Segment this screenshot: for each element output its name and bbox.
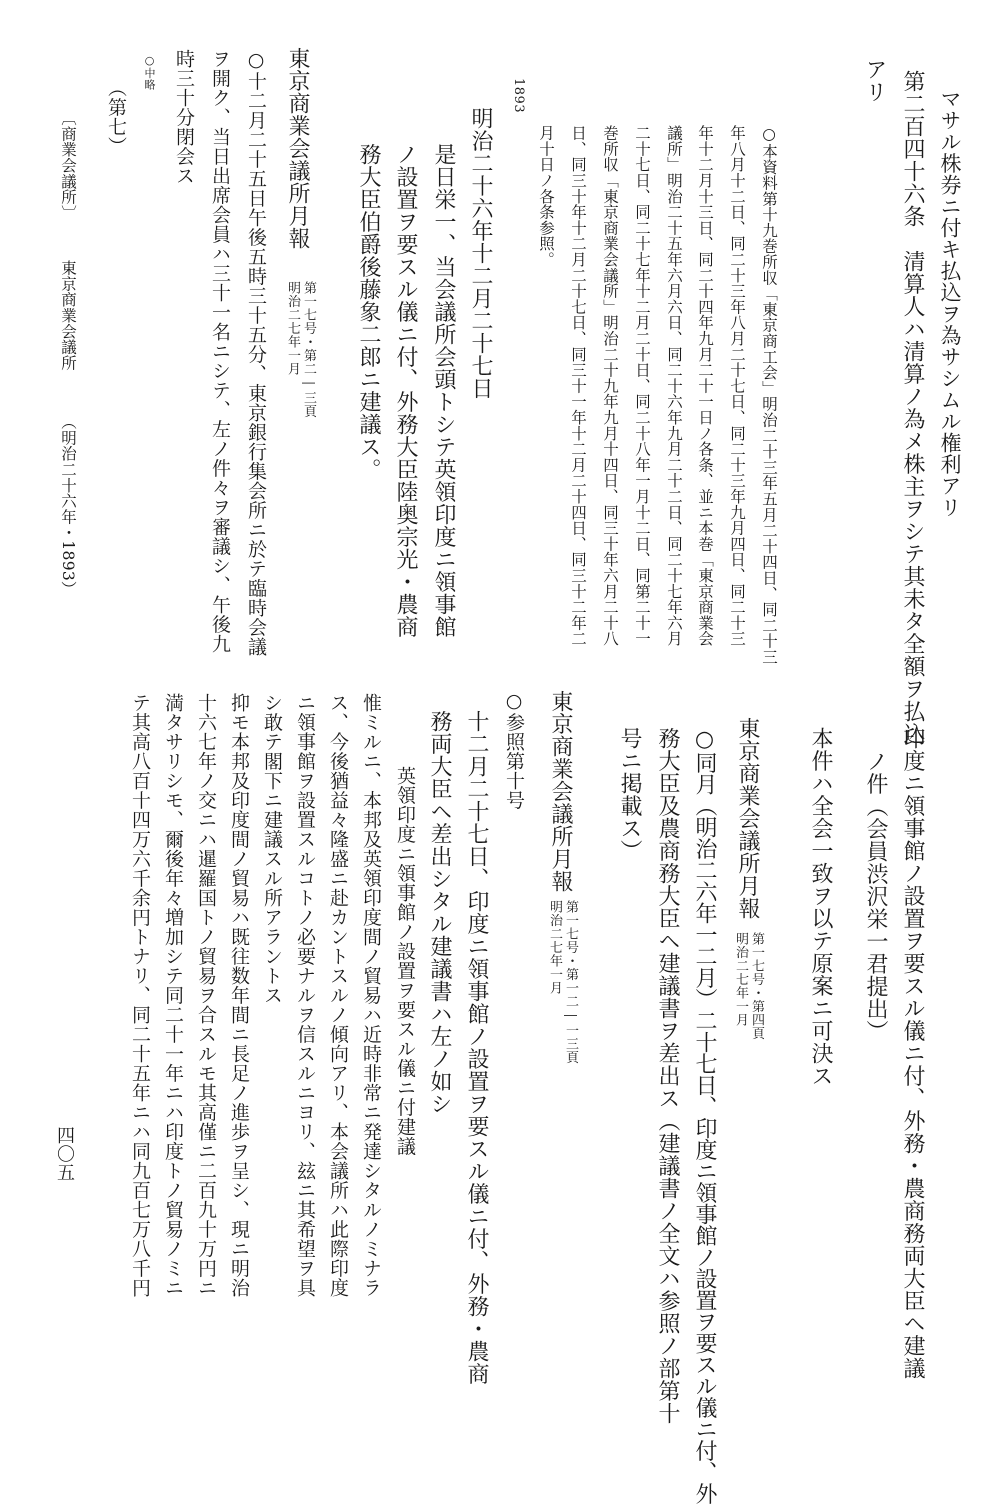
entry-line-1: 是日栄一、当会議所会頭トシテ英領印度ニ領事館 (431, 143, 456, 638)
reference-label: ○参照第十号 (503, 690, 525, 810)
same-month-line-2: 務大臣及農商務大臣ヘ建議書ヲ差出ス（建議書ノ全文ハ参照ノ部第十 (655, 727, 680, 1425)
source-ref-b-date: 明治二七年一月 (547, 900, 562, 995)
source-title: 東京商業会議所月報 (285, 47, 310, 250)
item-line-1: 印度ニ領事館ノ設置ヲ要スル儀ニ付、外務・農商務両大臣ヘ建議 (900, 727, 925, 1380)
source-ref-b-issue: 第一七号・第一二―一三頁 (563, 900, 578, 1064)
note-line-7: 日、同三十年十二月二十七日、同三十一年十二月二十四日、同三十二年二 (569, 125, 587, 647)
source-ref-a-issue: 第一七号・第四頁 (749, 932, 764, 1040)
note-line-2: 年八月十二日、同二十三年八月二十七日、同二十三年九月四日、同二十三 (728, 125, 746, 647)
footer-section: 〔商業会議所〕 (59, 110, 77, 221)
item-seven: （第七） (105, 78, 127, 156)
body-line-4: シ敢テ閣下ニ建議スル所アラントス (261, 693, 283, 1005)
body-line-6: 十六七年ノ交ニハ暹羅国トノ貿易ヲ合スルモ其高僅ニ二百九十万円ニ (195, 693, 217, 1298)
reference-line-1: 十二月二十七日、印度ニ領事館ノ設置ヲ要スル儀ニ付、外務・農商 (464, 710, 489, 1385)
body-line-3: ニ領事館ヲ設置スルコトノ必要ナルヲ信スルニヨリ、玆ニ其希望ヲ具 (294, 693, 316, 1298)
continuation-ari: アリ (862, 58, 887, 103)
meeting-line-1: ○十二月二十五日午後五時三十五分、東京銀行集会所ニ於テ臨時会議 (245, 49, 267, 657)
meeting-line-3: 時三十分閉会ス (173, 49, 195, 186)
note-line-1: ○本資料第十九巻所収「東京商工会」明治二十三年五月二十四日、同二十三 (760, 125, 778, 665)
omitted-marker: ○中略 (143, 54, 156, 91)
reference-line-2: 務両大臣ヘ差出シタル建議書ハ左ノ如シ (427, 710, 452, 1115)
item-line-2: ノ件（会員渋沢栄一君提出） (863, 750, 888, 1043)
footer-org: 東京商業会議所 (59, 260, 77, 371)
body-line-1: 惟ミルニ、本邦及英領印度間ノ貿易ハ近時非常ニ発達シタルノミナラ (360, 693, 382, 1298)
body-line-2: ス、今後猶益々隆盛ニ赴カントスルノ傾向アリ、本会議所ハ此際印度 (327, 693, 349, 1298)
date-heading: 明治二十六年十二月二十七日 (468, 107, 493, 400)
same-month-line-1: ○同月（明治二六年一二月）二十七日、印度ニ領事館ノ設置ヲ要スル儀ニ付、外 (692, 727, 717, 1504)
body-line-8: テ其高八百十四万六千余円トナリ、同二十五年ニハ同九百七万八千円 (129, 693, 151, 1298)
year-marker: 1893 (511, 78, 526, 114)
body-line-5: 抑モ本邦及印度間ノ貿易ハ既往数年間ニ長足ノ進歩ヲ呈シ、現ニ明治 (228, 693, 250, 1298)
proposal-title: 英領印度ニ領事館ノ設置ヲ要スル儀ニ付建議 (394, 766, 416, 1156)
source-title-a: 東京商業会議所月報 (735, 717, 760, 920)
note-line-6: 巻所収「東京商業会議所」明治二十九年九月十四日、同三十年六月二十八 (601, 125, 619, 647)
note-line-8: 月十日ノ各条参照。 (537, 125, 555, 268)
entry-line-2: ノ設置ヲ要スル儀ニ付、外務大臣陸奥宗光・農商 (393, 143, 418, 638)
note-line-4: 議所」明治二十五年六月六日、同二十六年九月二十二日、同二十七年六月 (665, 125, 683, 647)
note-line-3: 年十二月十三日、同二十四年九月二十一日ノ各条、並ニ本巻「東京商業会 (696, 125, 714, 647)
footer-era: （明治二十六年・1893） (59, 414, 77, 597)
page-number: 四〇五 (54, 1126, 75, 1182)
body-line-7: 満タサリシモ、爾後年々増加シテ同二十一年ニハ印度トノ貿易ノミニ (162, 693, 184, 1298)
source-ref-issue: 第一七号・第二―三頁 (301, 281, 316, 418)
source-ref-a-date: 明治二七年一月 (733, 932, 748, 1027)
source-ref-date: 明治二七年一月 (285, 281, 300, 376)
note-line-5: 二十七日、同二十七年十二月二十日、同二十八年一月十二日、同第二十一 (633, 125, 651, 647)
meeting-line-2: ヲ開ク、当日出席会員ハ三十一名ニシテ、左ノ件々ヲ審議シ、午後九 (209, 49, 231, 654)
source-title-b: 東京商業会議所月報 (548, 690, 573, 893)
article-continuation: マサル株券ニ付キ払込ヲ為サシムル権利アリ (938, 88, 962, 518)
same-month-line-3: 号ニ掲載ス） (617, 727, 642, 862)
item-result: 本件ハ全会一致ヲ以テ原案ニ可決ス (808, 727, 833, 1087)
article-title: 第二百四十六条 清算人ハ清算ノ為メ株主ヲシテ其未タ全額ヲ払込 (900, 70, 925, 745)
entry-line-3: 務大臣伯爵後藤象二郎ニ建議ス。 (356, 143, 381, 481)
